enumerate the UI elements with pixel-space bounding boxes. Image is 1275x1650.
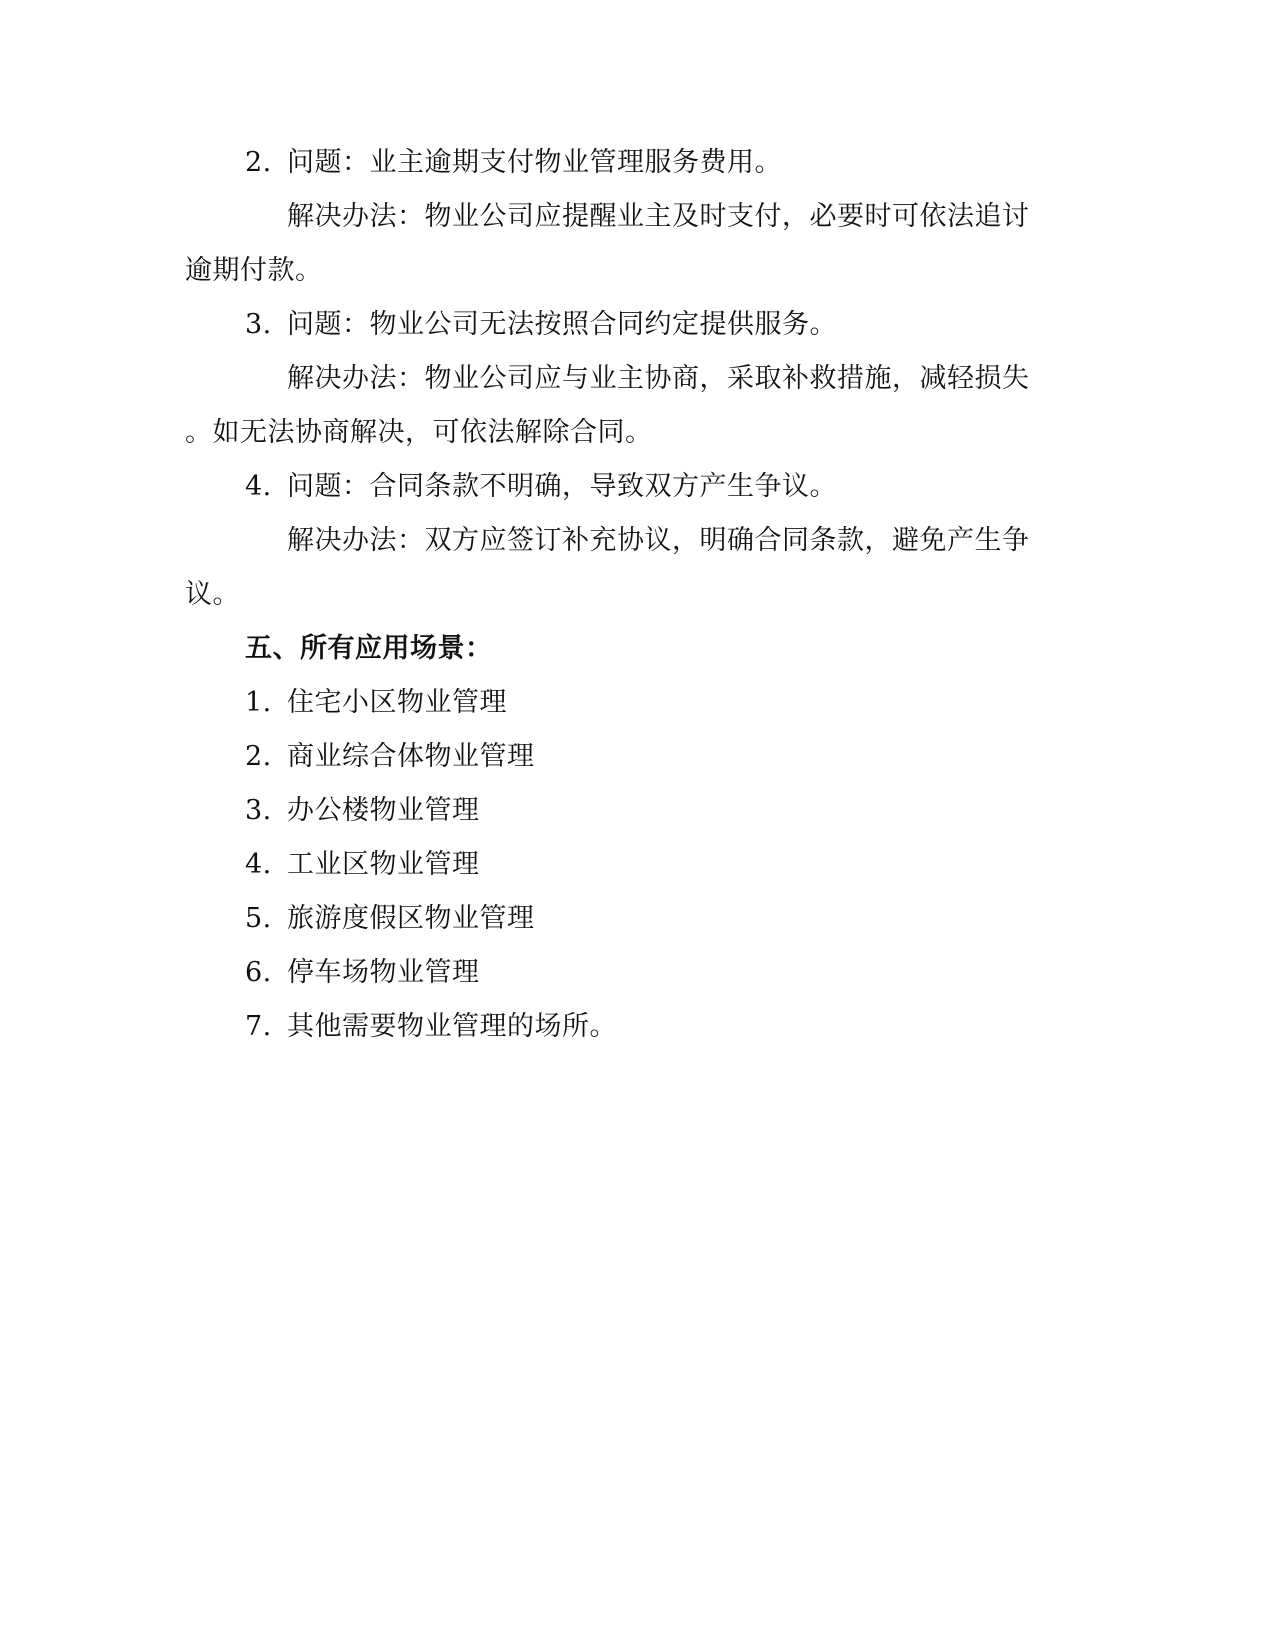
- list-item-number: 7.: [245, 1011, 272, 1042]
- list-item: [245, 901, 535, 937]
- problem-text: 问题：合同条款不明确，导致双方产生争议。: [287, 471, 837, 502]
- list-item: [245, 793, 480, 829]
- list-item: [245, 847, 480, 883]
- solution-3-line1: 解决办法：物业公司应与业主协商，采取补救措施，减轻损失: [287, 363, 1030, 394]
- problem-4: [245, 469, 837, 505]
- solution-2-line2: 逾期付款。: [185, 255, 323, 286]
- list-item-number: 4.: [245, 849, 272, 880]
- list-item: [245, 1009, 617, 1045]
- list-item-number: 6.: [245, 957, 272, 988]
- list-item: [245, 685, 507, 721]
- list-item-number: 5.: [245, 903, 272, 934]
- list-item-text: 住宅小区物业管理: [287, 687, 507, 718]
- list-item-number: 3.: [245, 795, 272, 826]
- list-item-number: 2.: [245, 741, 272, 772]
- list-item-text: 商业综合体物业管理: [287, 741, 535, 772]
- problem-number: 3.: [245, 309, 272, 340]
- problem-2: [245, 145, 782, 181]
- problem-text: 问题：业主逾期支付物业管理服务费用。: [287, 147, 782, 178]
- list-item-text: 停车场物业管理: [287, 957, 480, 988]
- problem-number: 4.: [245, 471, 272, 502]
- problem-number: 2.: [245, 147, 272, 178]
- list-item-text: 其他需要物业管理的场所。: [287, 1011, 617, 1042]
- solution-2-line1: 解决办法：物业公司应提醒业主及时支付，必要时可依法追讨: [287, 201, 1030, 232]
- list-item: [245, 739, 535, 775]
- list-item-text: 工业区物业管理: [287, 849, 480, 880]
- solution-3-line2: 。如无法协商解决，可依法解除合同。: [185, 417, 653, 448]
- problem-text: 问题：物业公司无法按照合同约定提供服务。: [287, 309, 837, 340]
- list-item: [245, 955, 480, 991]
- list-item-text: 办公楼物业管理: [287, 795, 480, 826]
- solution-4-line2: 议。: [185, 579, 240, 610]
- section-heading: 五、所有应用场景：: [245, 633, 493, 664]
- solution-4-line1: 解决办法：双方应签订补充协议，明确合同条款，避免产生争: [287, 525, 1030, 556]
- list-item-text: 旅游度假区物业管理: [287, 903, 535, 934]
- problem-3: [245, 307, 837, 343]
- list-item-number: 1.: [245, 687, 272, 718]
